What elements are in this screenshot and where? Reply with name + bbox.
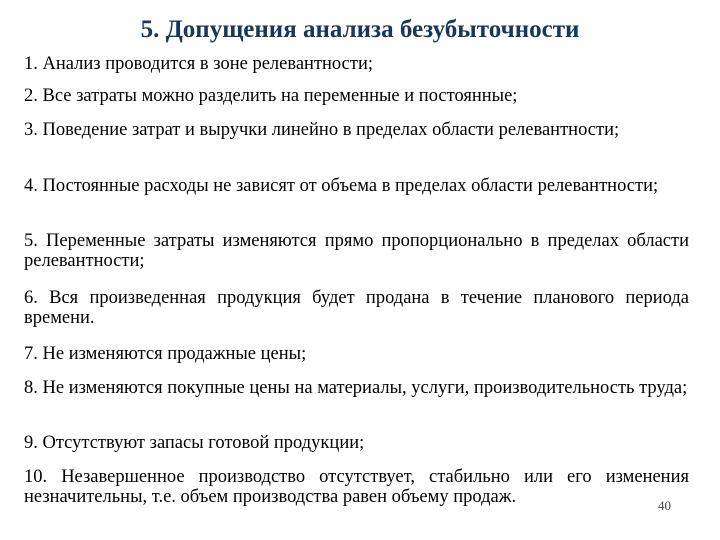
list-item-9: 9. Отсутствуют запасы готовой продукции;: [24, 433, 365, 453]
list-item-3: 3. Поведение затрат и выручки линейно в пределах области релевантности;: [24, 120, 620, 140]
list-item-7: 7. Не изменяются продажные цены;: [24, 344, 307, 364]
list-item-2: 2. Все затраты можно разделить на переменные и постоянные;: [24, 86, 518, 106]
slide-title: 5. Допущения анализа безубыточности: [140, 16, 580, 43]
page-number: 40: [658, 498, 671, 513]
list-item-6: 6. Вся произведенная продукция будет продана в течение планового периода времени.: [24, 288, 689, 328]
list-item-1: 1. Анализ проводится в зоне релевантности;: [24, 54, 373, 74]
list-item-5: 5. Переменные затраты изменяются прямо пропорционально в пределах области релевантности;: [24, 231, 689, 271]
list-item-8: 8. Не изменяются покупные цены на материалы, услуги, производительность труда;: [24, 378, 688, 398]
list-item-4: 4. Постоянные расходы не зависят от объема в пределах области релевантности;: [24, 176, 659, 196]
list-item-10: 10. Незавершенное производство отсутствует, стабильно или его изменения незначительны, т.е. объем производства равен объему продаж.: [24, 467, 689, 507]
